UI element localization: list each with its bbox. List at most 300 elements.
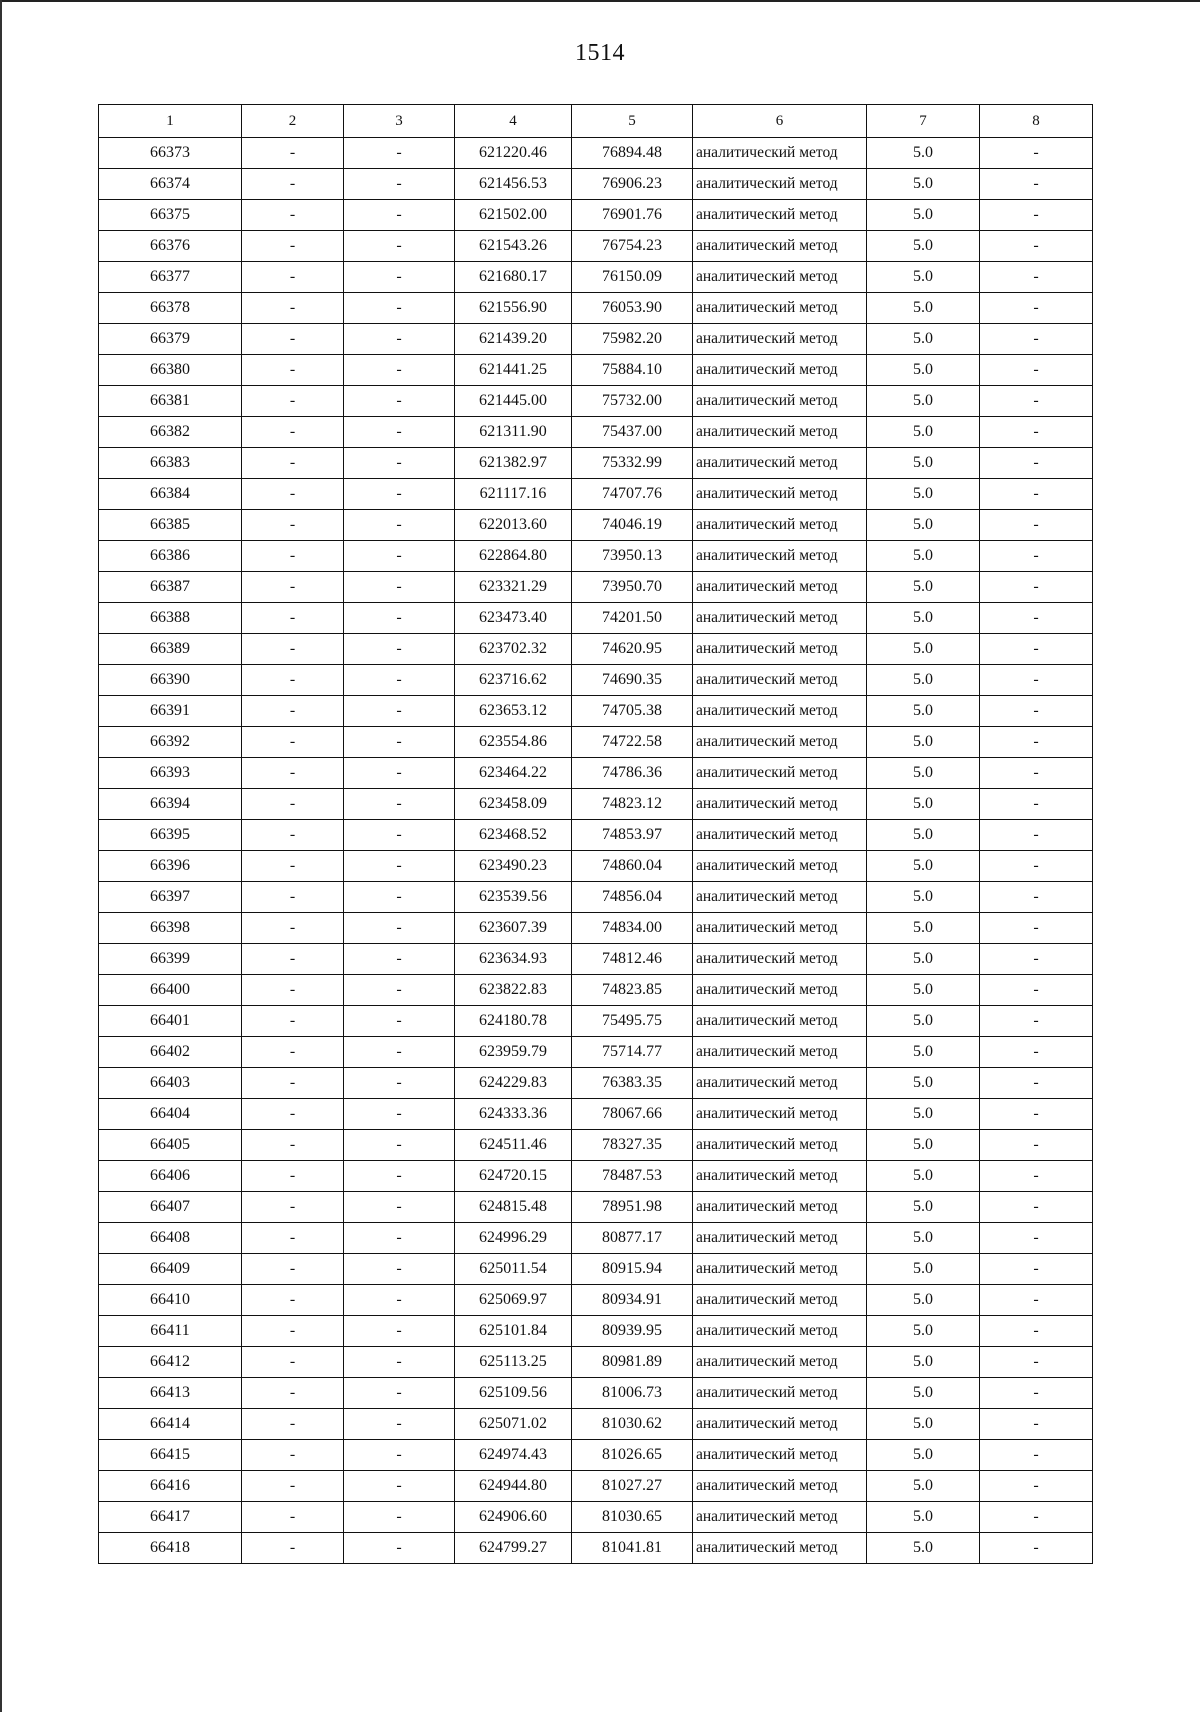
method-cell: аналитический метод xyxy=(693,913,867,944)
accuracy-cell: 5.0 xyxy=(867,944,980,975)
point-number-cell: 66387 xyxy=(99,572,242,603)
method-cell: аналитический метод xyxy=(693,1006,867,1037)
col2-cell: - xyxy=(242,789,344,820)
method-cell: аналитический метод xyxy=(693,1440,867,1471)
col8-cell: - xyxy=(980,1347,1093,1378)
col8-cell: - xyxy=(980,603,1093,634)
col2-cell: - xyxy=(242,324,344,355)
col8-cell: - xyxy=(980,1006,1093,1037)
y-coordinate-cell: 74823.12 xyxy=(572,789,693,820)
col2-cell: - xyxy=(242,1378,344,1409)
accuracy-cell: 5.0 xyxy=(867,820,980,851)
y-coordinate-cell: 78487.53 xyxy=(572,1161,693,1192)
table-row xyxy=(99,603,1093,634)
col2-cell: - xyxy=(242,696,344,727)
col8-cell: - xyxy=(980,231,1093,262)
accuracy-cell: 5.0 xyxy=(867,696,980,727)
col2-cell: - xyxy=(242,1502,344,1533)
table-row xyxy=(99,1254,1093,1285)
point-number-cell: 66399 xyxy=(99,944,242,975)
col2-cell: - xyxy=(242,1006,344,1037)
table-row xyxy=(99,851,1093,882)
method-cell: аналитический метод xyxy=(693,262,867,293)
col8-cell: - xyxy=(980,448,1093,479)
method-cell: аналитический метод xyxy=(693,882,867,913)
method-cell: аналитический метод xyxy=(693,1347,867,1378)
x-coordinate-cell: 621382.97 xyxy=(455,448,572,479)
col2-cell: - xyxy=(242,1440,344,1471)
col2-cell: - xyxy=(242,1285,344,1316)
col2-cell: - xyxy=(242,479,344,510)
col8-cell: - xyxy=(980,479,1093,510)
point-number-cell: 66381 xyxy=(99,386,242,417)
point-number-cell: 66393 xyxy=(99,758,242,789)
x-coordinate-cell: 621456.53 xyxy=(455,169,572,200)
col8-cell: - xyxy=(980,820,1093,851)
col2-cell: - xyxy=(242,541,344,572)
method-cell: аналитический метод xyxy=(693,1099,867,1130)
table-row xyxy=(99,1223,1093,1254)
x-coordinate-cell: 621439.20 xyxy=(455,324,572,355)
y-coordinate-cell: 78327.35 xyxy=(572,1130,693,1161)
col2-cell: - xyxy=(242,417,344,448)
col3-cell: - xyxy=(344,262,455,293)
col3-cell: - xyxy=(344,820,455,851)
y-coordinate-cell: 74722.58 xyxy=(572,727,693,758)
y-coordinate-cell: 81026.65 xyxy=(572,1440,693,1471)
x-coordinate-cell: 623490.23 xyxy=(455,851,572,882)
method-cell: аналитический метод xyxy=(693,1130,867,1161)
col8-cell: - xyxy=(980,758,1093,789)
col3-cell: - xyxy=(344,1471,455,1502)
col8-cell: - xyxy=(980,1285,1093,1316)
accuracy-cell: 5.0 xyxy=(867,448,980,479)
col3-cell: - xyxy=(344,944,455,975)
column-header: 5 xyxy=(572,105,693,138)
y-coordinate-cell: 76383.35 xyxy=(572,1068,693,1099)
method-cell: аналитический метод xyxy=(693,603,867,634)
x-coordinate-cell: 621680.17 xyxy=(455,262,572,293)
point-number-cell: 66409 xyxy=(99,1254,242,1285)
col8-cell: - xyxy=(980,1130,1093,1161)
col8-cell: - xyxy=(980,634,1093,665)
scan-border-left xyxy=(0,0,2,1712)
method-cell: аналитический метод xyxy=(693,789,867,820)
column-header: 4 xyxy=(455,105,572,138)
accuracy-cell: 5.0 xyxy=(867,1471,980,1502)
col8-cell: - xyxy=(980,293,1093,324)
table-row xyxy=(99,727,1093,758)
column-header: 6 xyxy=(693,105,867,138)
method-cell: аналитический метод xyxy=(693,944,867,975)
col3-cell: - xyxy=(344,603,455,634)
table-row xyxy=(99,696,1093,727)
accuracy-cell: 5.0 xyxy=(867,603,980,634)
coordinates-table xyxy=(98,104,1093,1564)
col3-cell: - xyxy=(344,417,455,448)
col2-cell: - xyxy=(242,944,344,975)
y-coordinate-cell: 75495.75 xyxy=(572,1006,693,1037)
col8-cell: - xyxy=(980,386,1093,417)
col2-cell: - xyxy=(242,448,344,479)
y-coordinate-cell: 76894.48 xyxy=(572,138,693,169)
col8-cell: - xyxy=(980,324,1093,355)
y-coordinate-cell: 78951.98 xyxy=(572,1192,693,1223)
col2-cell: - xyxy=(242,851,344,882)
col3-cell: - xyxy=(344,1347,455,1378)
method-cell: аналитический метод xyxy=(693,572,867,603)
x-coordinate-cell: 623959.79 xyxy=(455,1037,572,1068)
point-number-cell: 66405 xyxy=(99,1130,242,1161)
col3-cell: - xyxy=(344,1409,455,1440)
y-coordinate-cell: 76754.23 xyxy=(572,231,693,262)
y-coordinate-cell: 80915.94 xyxy=(572,1254,693,1285)
col8-cell: - xyxy=(980,1316,1093,1347)
table-row xyxy=(99,541,1093,572)
col2-cell: - xyxy=(242,665,344,696)
method-cell: аналитический метод xyxy=(693,820,867,851)
accuracy-cell: 5.0 xyxy=(867,1161,980,1192)
x-coordinate-cell: 625069.97 xyxy=(455,1285,572,1316)
col3-cell: - xyxy=(344,1254,455,1285)
col3-cell: - xyxy=(344,758,455,789)
col2-cell: - xyxy=(242,200,344,231)
method-cell: аналитический метод xyxy=(693,231,867,262)
page-number: 1514 xyxy=(575,40,625,66)
col3-cell: - xyxy=(344,448,455,479)
x-coordinate-cell: 621311.90 xyxy=(455,417,572,448)
x-coordinate-cell: 624799.27 xyxy=(455,1533,572,1564)
col3-cell: - xyxy=(344,882,455,913)
point-number-cell: 66403 xyxy=(99,1068,242,1099)
col2-cell: - xyxy=(242,1254,344,1285)
col2-cell: - xyxy=(242,913,344,944)
col8-cell: - xyxy=(980,913,1093,944)
point-number-cell: 66398 xyxy=(99,913,242,944)
y-coordinate-cell: 75982.20 xyxy=(572,324,693,355)
y-coordinate-cell: 74823.85 xyxy=(572,975,693,1006)
col8-cell: - xyxy=(980,1254,1093,1285)
y-coordinate-cell: 75437.00 xyxy=(572,417,693,448)
method-cell: аналитический метод xyxy=(693,138,867,169)
col8-cell: - xyxy=(980,1099,1093,1130)
x-coordinate-cell: 624333.36 xyxy=(455,1099,572,1130)
y-coordinate-cell: 75332.99 xyxy=(572,448,693,479)
accuracy-cell: 5.0 xyxy=(867,293,980,324)
col2-cell: - xyxy=(242,1068,344,1099)
accuracy-cell: 5.0 xyxy=(867,324,980,355)
point-number-cell: 66378 xyxy=(99,293,242,324)
x-coordinate-cell: 621502.00 xyxy=(455,200,572,231)
col8-cell: - xyxy=(980,169,1093,200)
column-header: 7 xyxy=(867,105,980,138)
col8-cell: - xyxy=(980,789,1093,820)
table-row xyxy=(99,975,1093,1006)
point-number-cell: 66411 xyxy=(99,1316,242,1347)
x-coordinate-cell: 624229.83 xyxy=(455,1068,572,1099)
col2-cell: - xyxy=(242,1161,344,1192)
accuracy-cell: 5.0 xyxy=(867,1192,980,1223)
col3-cell: - xyxy=(344,479,455,510)
x-coordinate-cell: 621117.16 xyxy=(455,479,572,510)
method-cell: аналитический метод xyxy=(693,1533,867,1564)
accuracy-cell: 5.0 xyxy=(867,913,980,944)
accuracy-cell: 5.0 xyxy=(867,1254,980,1285)
table-body xyxy=(99,138,1093,1564)
col2-cell: - xyxy=(242,572,344,603)
col8-cell: - xyxy=(980,1037,1093,1068)
y-coordinate-cell: 75884.10 xyxy=(572,355,693,386)
table-row xyxy=(99,324,1093,355)
x-coordinate-cell: 624180.78 xyxy=(455,1006,572,1037)
col2-cell: - xyxy=(242,1316,344,1347)
point-number-cell: 66394 xyxy=(99,789,242,820)
point-number-cell: 66384 xyxy=(99,479,242,510)
col8-cell: - xyxy=(980,882,1093,913)
col3-cell: - xyxy=(344,665,455,696)
accuracy-cell: 5.0 xyxy=(867,386,980,417)
col2-cell: - xyxy=(242,603,344,634)
col8-cell: - xyxy=(980,1223,1093,1254)
point-number-cell: 66406 xyxy=(99,1161,242,1192)
col2-cell: - xyxy=(242,820,344,851)
col2-cell: - xyxy=(242,1533,344,1564)
x-coordinate-cell: 624815.48 xyxy=(455,1192,572,1223)
col8-cell: - xyxy=(980,1471,1093,1502)
col3-cell: - xyxy=(344,1285,455,1316)
accuracy-cell: 5.0 xyxy=(867,510,980,541)
col2-cell: - xyxy=(242,262,344,293)
accuracy-cell: 5.0 xyxy=(867,1533,980,1564)
method-cell: аналитический метод xyxy=(693,1285,867,1316)
col2-cell: - xyxy=(242,231,344,262)
col2-cell: - xyxy=(242,1471,344,1502)
method-cell: аналитический метод xyxy=(693,665,867,696)
y-coordinate-cell: 74707.76 xyxy=(572,479,693,510)
method-cell: аналитический метод xyxy=(693,510,867,541)
table-row xyxy=(99,1378,1093,1409)
table-row xyxy=(99,665,1093,696)
method-cell: аналитический метод xyxy=(693,1161,867,1192)
col3-cell: - xyxy=(344,200,455,231)
scan-border-top xyxy=(0,0,1200,2)
x-coordinate-cell: 624511.46 xyxy=(455,1130,572,1161)
col3-cell: - xyxy=(344,1006,455,1037)
table-row xyxy=(99,634,1093,665)
col3-cell: - xyxy=(344,789,455,820)
y-coordinate-cell: 74620.95 xyxy=(572,634,693,665)
accuracy-cell: 5.0 xyxy=(867,882,980,913)
accuracy-cell: 5.0 xyxy=(867,1378,980,1409)
point-number-cell: 66397 xyxy=(99,882,242,913)
x-coordinate-cell: 621441.25 xyxy=(455,355,572,386)
method-cell: аналитический метод xyxy=(693,1502,867,1533)
col3-cell: - xyxy=(344,324,455,355)
x-coordinate-cell: 623458.09 xyxy=(455,789,572,820)
point-number-cell: 66382 xyxy=(99,417,242,448)
accuracy-cell: 5.0 xyxy=(867,1130,980,1161)
col2-cell: - xyxy=(242,882,344,913)
table-row xyxy=(99,200,1093,231)
table-row xyxy=(99,1533,1093,1564)
point-number-cell: 66408 xyxy=(99,1223,242,1254)
point-number-cell: 66415 xyxy=(99,1440,242,1471)
x-coordinate-cell: 625109.56 xyxy=(455,1378,572,1409)
x-coordinate-cell: 623539.56 xyxy=(455,882,572,913)
col2-cell: - xyxy=(242,1409,344,1440)
x-coordinate-cell: 621543.26 xyxy=(455,231,572,262)
col8-cell: - xyxy=(980,727,1093,758)
table-row xyxy=(99,1440,1093,1471)
col3-cell: - xyxy=(344,727,455,758)
accuracy-cell: 5.0 xyxy=(867,479,980,510)
accuracy-cell: 5.0 xyxy=(867,1006,980,1037)
col8-cell: - xyxy=(980,541,1093,572)
y-coordinate-cell: 74690.35 xyxy=(572,665,693,696)
x-coordinate-cell: 623702.32 xyxy=(455,634,572,665)
point-number-cell: 66410 xyxy=(99,1285,242,1316)
table-row xyxy=(99,572,1093,603)
col8-cell: - xyxy=(980,1192,1093,1223)
col3-cell: - xyxy=(344,541,455,572)
table-row xyxy=(99,820,1093,851)
col2-cell: - xyxy=(242,293,344,324)
method-cell: аналитический метод xyxy=(693,696,867,727)
table-row xyxy=(99,789,1093,820)
point-number-cell: 66395 xyxy=(99,820,242,851)
col2-cell: - xyxy=(242,1037,344,1068)
y-coordinate-cell: 76901.76 xyxy=(572,200,693,231)
col8-cell: - xyxy=(980,851,1093,882)
x-coordinate-cell: 625071.02 xyxy=(455,1409,572,1440)
col8-cell: - xyxy=(980,355,1093,386)
x-coordinate-cell: 623716.62 xyxy=(455,665,572,696)
x-coordinate-cell: 621220.46 xyxy=(455,138,572,169)
col2-cell: - xyxy=(242,386,344,417)
col8-cell: - xyxy=(980,1068,1093,1099)
accuracy-cell: 5.0 xyxy=(867,231,980,262)
method-cell: аналитический метод xyxy=(693,169,867,200)
accuracy-cell: 5.0 xyxy=(867,727,980,758)
x-coordinate-cell: 623653.12 xyxy=(455,696,572,727)
table-row xyxy=(99,355,1093,386)
accuracy-cell: 5.0 xyxy=(867,355,980,386)
col3-cell: - xyxy=(344,975,455,1006)
point-number-cell: 66417 xyxy=(99,1502,242,1533)
y-coordinate-cell: 73950.13 xyxy=(572,541,693,572)
x-coordinate-cell: 623468.52 xyxy=(455,820,572,851)
table-row xyxy=(99,1161,1093,1192)
point-number-cell: 66418 xyxy=(99,1533,242,1564)
y-coordinate-cell: 80981.89 xyxy=(572,1347,693,1378)
point-number-cell: 66390 xyxy=(99,665,242,696)
method-cell: аналитический метод xyxy=(693,1192,867,1223)
y-coordinate-cell: 74853.97 xyxy=(572,820,693,851)
accuracy-cell: 5.0 xyxy=(867,169,980,200)
accuracy-cell: 5.0 xyxy=(867,1285,980,1316)
accuracy-cell: 5.0 xyxy=(867,1502,980,1533)
col8-cell: - xyxy=(980,1161,1093,1192)
x-coordinate-cell: 623554.86 xyxy=(455,727,572,758)
method-cell: аналитический метод xyxy=(693,417,867,448)
y-coordinate-cell: 74046.19 xyxy=(572,510,693,541)
col2-cell: - xyxy=(242,355,344,386)
method-cell: аналитический метод xyxy=(693,1254,867,1285)
table-row xyxy=(99,1099,1093,1130)
col3-cell: - xyxy=(344,1068,455,1099)
table-row xyxy=(99,262,1093,293)
col8-cell: - xyxy=(980,975,1093,1006)
x-coordinate-cell: 623634.93 xyxy=(455,944,572,975)
y-coordinate-cell: 81006.73 xyxy=(572,1378,693,1409)
col3-cell: - xyxy=(344,696,455,727)
x-coordinate-cell: 624974.43 xyxy=(455,1440,572,1471)
point-number-cell: 66401 xyxy=(99,1006,242,1037)
col3-cell: - xyxy=(344,634,455,665)
col2-cell: - xyxy=(242,169,344,200)
accuracy-cell: 5.0 xyxy=(867,138,980,169)
x-coordinate-cell: 621445.00 xyxy=(455,386,572,417)
y-coordinate-cell: 73950.70 xyxy=(572,572,693,603)
table-row xyxy=(99,479,1093,510)
point-number-cell: 66412 xyxy=(99,1347,242,1378)
accuracy-cell: 5.0 xyxy=(867,789,980,820)
x-coordinate-cell: 624906.60 xyxy=(455,1502,572,1533)
table-row xyxy=(99,1068,1093,1099)
col3-cell: - xyxy=(344,231,455,262)
accuracy-cell: 5.0 xyxy=(867,1037,980,1068)
point-number-cell: 66386 xyxy=(99,541,242,572)
point-number-cell: 66385 xyxy=(99,510,242,541)
x-coordinate-cell: 625011.54 xyxy=(455,1254,572,1285)
col8-cell: - xyxy=(980,572,1093,603)
table-row xyxy=(99,448,1093,479)
col8-cell: - xyxy=(980,696,1093,727)
y-coordinate-cell: 81041.81 xyxy=(572,1533,693,1564)
y-coordinate-cell: 81027.27 xyxy=(572,1471,693,1502)
table-row xyxy=(99,417,1093,448)
point-number-cell: 66379 xyxy=(99,324,242,355)
y-coordinate-cell: 74201.50 xyxy=(572,603,693,634)
table-row xyxy=(99,1285,1093,1316)
col8-cell: - xyxy=(980,1378,1093,1409)
point-number-cell: 66389 xyxy=(99,634,242,665)
accuracy-cell: 5.0 xyxy=(867,634,980,665)
table-row xyxy=(99,1037,1093,1068)
col3-cell: - xyxy=(344,1378,455,1409)
method-cell: аналитический метод xyxy=(693,448,867,479)
col2-cell: - xyxy=(242,758,344,789)
col8-cell: - xyxy=(980,510,1093,541)
method-cell: аналитический метод xyxy=(693,1068,867,1099)
table-row xyxy=(99,169,1093,200)
point-number-cell: 66407 xyxy=(99,1192,242,1223)
table-row xyxy=(99,1347,1093,1378)
table-row xyxy=(99,1316,1093,1347)
point-number-cell: 66388 xyxy=(99,603,242,634)
col8-cell: - xyxy=(980,1533,1093,1564)
col3-cell: - xyxy=(344,1440,455,1471)
y-coordinate-cell: 81030.65 xyxy=(572,1502,693,1533)
method-cell: аналитический метод xyxy=(693,293,867,324)
table-row xyxy=(99,510,1093,541)
col3-cell: - xyxy=(344,1316,455,1347)
point-number-cell: 66377 xyxy=(99,262,242,293)
x-coordinate-cell: 624944.80 xyxy=(455,1471,572,1502)
x-coordinate-cell: 623607.39 xyxy=(455,913,572,944)
col3-cell: - xyxy=(344,851,455,882)
col8-cell: - xyxy=(980,262,1093,293)
